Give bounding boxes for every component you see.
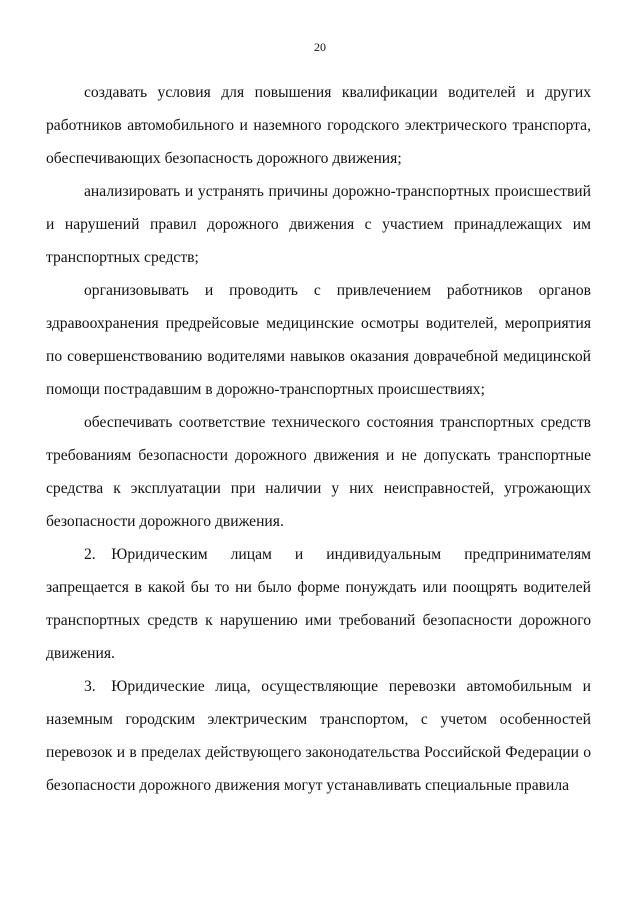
paragraph-qualification: создавать условия для повышения квалификации водителей и других работников автомобильного и наземного городского электрического транспорта, обеспечивающих безопасность дорожного движения; xyxy=(46,84,591,167)
paragraph-item-2: 2. Юридическим лицам и индивидуальным предпринимателям запрещается в какой бы то ни было форме понуждать или поощрять водителей транспортных средств к нарушению ими требований безопасности дорожного движения. xyxy=(46,546,591,662)
paragraph-technical-condition: обеспечивать соответствие технического состояния транспортных средств требованиям безопасности дорожного движения и не допускать транспортные средства к эксплуатации при наличии у них неисправностей, угрожающих безопасности дорожного движения. xyxy=(46,414,591,530)
document-body xyxy=(46,76,591,802)
paragraph-item-3: 3. Юридические лица, осуществляющие перевозки автомобильным и наземным городским электрическим транспортом, с учетом особенностей перевозок и в пределах действующего законодательства Российской Федерации о безопасности дорожного движения могут устанавливать специальные правила xyxy=(46,678,591,794)
paragraph-medical-checks: организовывать и проводить с привлечением работников органов здравоохранения предрейсовые медицинские осмотры водителей, мероприятия по совершенствованию водителями навыков оказания доврачебной медицинской помощи пострадавшим в дорожно-транспортных происшествиях; xyxy=(46,282,591,398)
page-number: 20 xyxy=(314,40,326,54)
paragraph-analyze-causes: анализировать и устранять причины дорожно-транспортных происшествий и нарушений правил дорожного движения с участием принадлежащих им транспортных средств; xyxy=(46,183,591,266)
